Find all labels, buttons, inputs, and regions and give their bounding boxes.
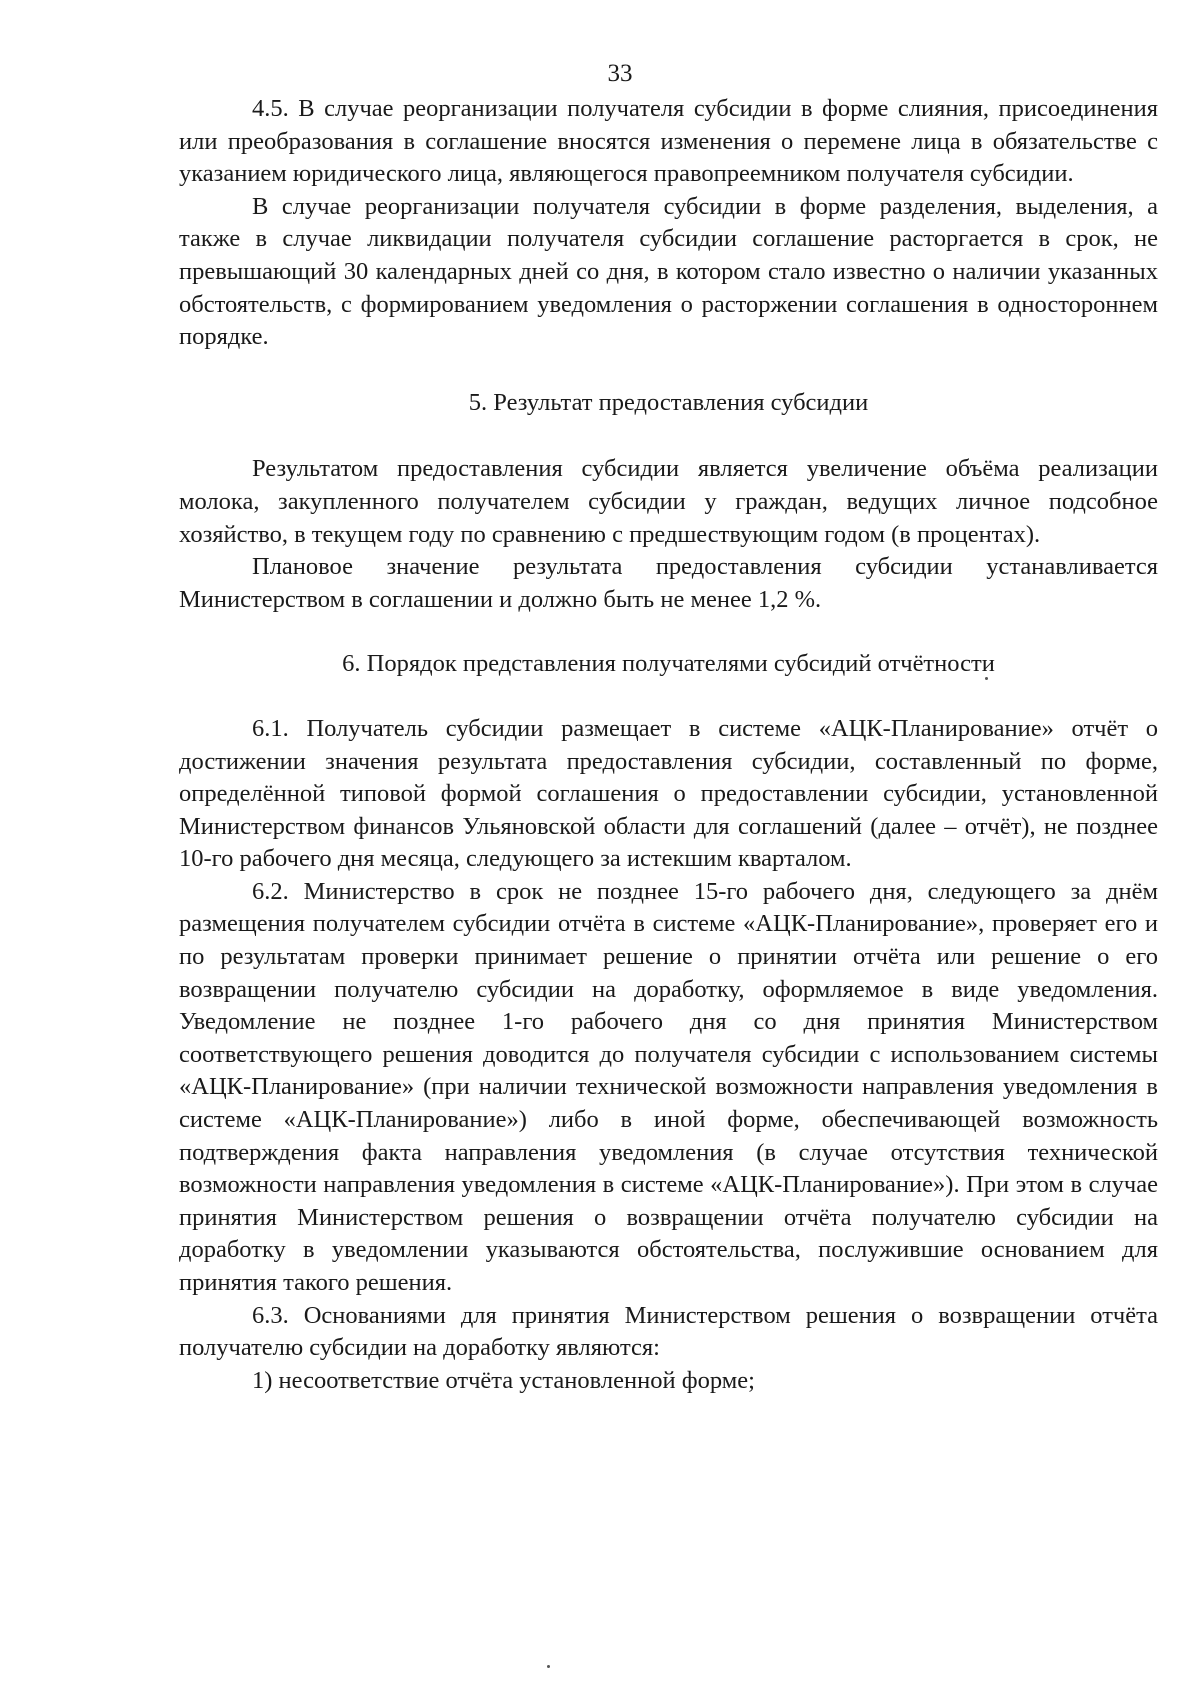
scan-speck	[985, 677, 988, 680]
section-5-paragraph-2: Плановое значение результата предоставления субсидии устанавливается Министерством в соглашении и должно быть не менее 1,2 %.	[179, 553, 1158, 613]
document-body	[179, 93, 1158, 1397]
section-6-heading: 6. Порядок представления получателями субсидий отчётности	[342, 650, 995, 678]
paragraph-6-2: 6.2. Министерство в срок не позднее 15-го рабочего дня, следующего за днём размещения получателем субсидии отчёта в системе «АЦК-Планирование», проверяет его и по результатам проверки принимает решение о принятии отчёта или решение о его возвращении получателю субсидии на доработку, оформляемое в виде уведомления. Уведомление не позднее 1-го рабочего дня со дня принятия Министерством соответствующего решения доводится до получателя субсидии с использованием системы «АЦК-Планирование» (при наличии технической возможности направления уведомления в системе «АЦК-Планирование») либо в иной форме, обеспечивающей возможность подтверждения факта направления уведомления (в случае отсутствия технической возможности направления уведомления в системе «АЦК-Планирование»). При этом в случае принятия Министерством решения о возвращении отчёта получателю субсидии на доработку в уведомлении указываются обстоятельства, послужившие основанием для принятия такого решения.	[179, 877, 1158, 1296]
paragraph-6-1: 6.1. Получатель субсидии размещает в системе «АЦК-Планирование» отчёт о достижении значения результата предоставления субсидии, составленный по форме, определённой типовой формой соглашения о предоставлении субсидии, установленной Министерством финансов Ульяновской области для соглашений (далее – отчёт), не позднее 10-го рабочего дня месяца, следующего за истекшим кварталом.	[179, 714, 1158, 873]
section-5-heading: 5. Результат предоставления субсидии	[468, 388, 869, 416]
paragraph-6-3: 6.3. Основаниями для принятия Министерством решения о возвращении отчёта получателю субсидии на доработку являются:	[179, 1301, 1158, 1362]
paragraph-4-5: 4.5. В случае реорганизации получателя субсидии в форме слияния, присоединения или преобразования в соглашение вносятся изменения о перемене лица в обязательстве с указанием юридического лица, являющегося правопреемником получателя субсидии.	[179, 95, 1158, 188]
scan-speck	[547, 1665, 550, 1668]
paragraph-4-5-continued: В случае реорганизации получателя субсидии в форме разделения, выделения, а также в случае ликвидации получателя субсидии соглашение расторгается в срок, не превышающий 30 календарных дней со дня, в котором стало известно о наличии указанных обстоятельств, с формированием уведомления о расторжении соглашения в одностороннем порядке.	[179, 192, 1158, 351]
list-item-1: 1) несоответствие отчёта установленной форме;	[252, 1366, 755, 1394]
section-5-paragraph-1: Результатом предоставления субсидии является увеличение объёма реализации молока, закупленного получателем субсидии у граждан, ведущих личное подсобное хозяйство, в текущем году по сравнению с предшествующим годом (в процентах).	[179, 455, 1158, 548]
page-number: 33	[607, 60, 633, 87]
